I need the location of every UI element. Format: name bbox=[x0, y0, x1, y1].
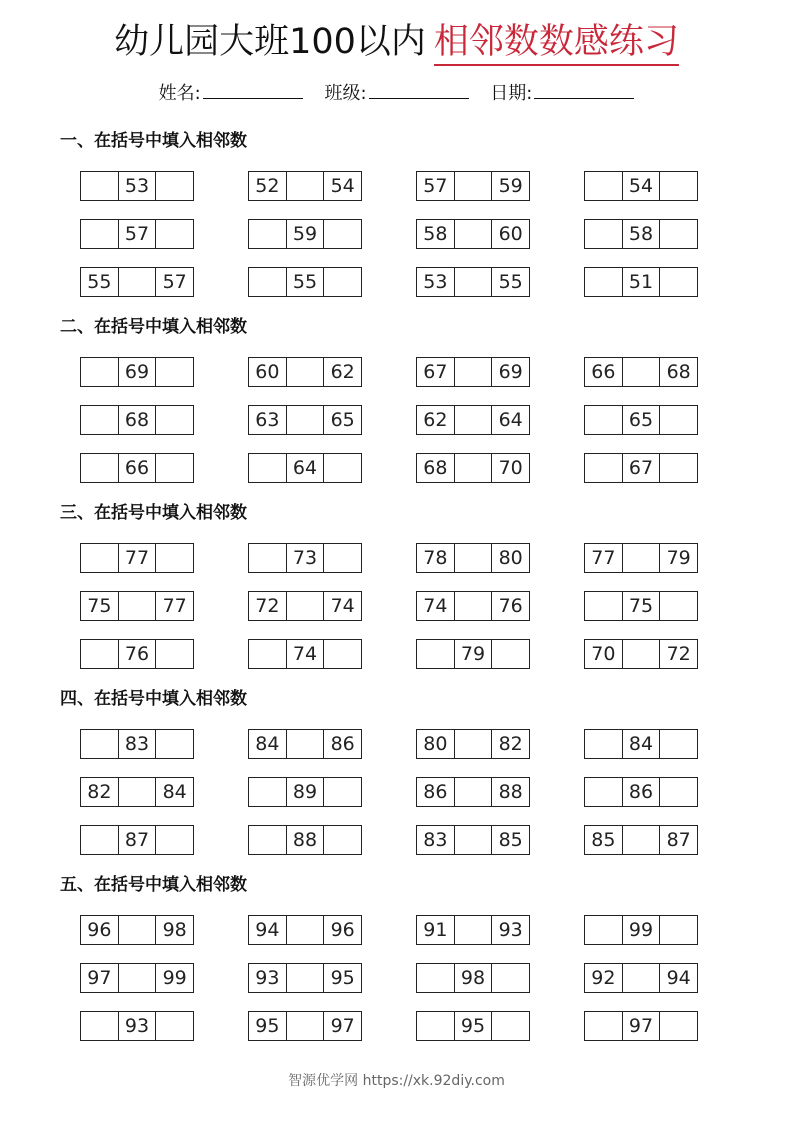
answer-box[interactable] bbox=[81, 640, 118, 668]
given-number: 53 bbox=[423, 271, 448, 293]
given-number: 58 bbox=[622, 220, 660, 248]
number-triplet bbox=[248, 963, 362, 993]
answer-box[interactable] bbox=[286, 964, 324, 992]
given-number: 55 bbox=[87, 271, 112, 293]
number-triplet bbox=[416, 453, 530, 483]
answer-box[interactable] bbox=[118, 964, 156, 992]
answer-box[interactable] bbox=[659, 916, 697, 944]
answer-box[interactable] bbox=[454, 916, 492, 944]
student-info-fields bbox=[0, 80, 793, 107]
given-number: 95 bbox=[255, 1015, 280, 1037]
number-triplet bbox=[416, 171, 530, 201]
given-number: 57 bbox=[155, 268, 193, 296]
given-number: 74 bbox=[423, 595, 448, 617]
answer-box[interactable] bbox=[585, 916, 622, 944]
number-triplet bbox=[584, 1011, 698, 1041]
number-triplet bbox=[248, 1011, 362, 1041]
answer-box[interactable] bbox=[155, 454, 193, 482]
given-number: 93 bbox=[118, 1012, 156, 1040]
number-triplet bbox=[80, 1011, 194, 1041]
given-number: 77 bbox=[591, 547, 616, 569]
answer-box[interactable] bbox=[81, 544, 118, 572]
given-number: 94 bbox=[659, 964, 697, 992]
number-triplet bbox=[416, 267, 530, 297]
given-number: 79 bbox=[454, 640, 492, 668]
answer-box[interactable] bbox=[454, 778, 492, 806]
number-triplet bbox=[416, 219, 530, 249]
answer-box[interactable] bbox=[491, 640, 529, 668]
number-triplet bbox=[584, 219, 698, 249]
given-number: 87 bbox=[118, 826, 156, 854]
title-highlight: 相邻数数感练习 bbox=[434, 22, 679, 66]
given-number: 64 bbox=[491, 406, 529, 434]
answer-box[interactable] bbox=[417, 964, 454, 992]
number-triplet bbox=[248, 915, 362, 945]
answer-box[interactable] bbox=[249, 544, 286, 572]
number-triplet bbox=[248, 825, 362, 855]
number-triplet bbox=[80, 543, 194, 573]
given-number: 83 bbox=[423, 829, 448, 851]
number-triplet bbox=[80, 171, 194, 201]
exercise-row bbox=[0, 825, 793, 857]
given-number: 83 bbox=[118, 730, 156, 758]
number-triplet bbox=[80, 405, 194, 435]
exercise-row bbox=[0, 915, 793, 947]
answer-box[interactable] bbox=[81, 220, 118, 248]
name-field[interactable] bbox=[159, 80, 303, 107]
answer-box[interactable] bbox=[622, 826, 660, 854]
given-number: 98 bbox=[155, 916, 193, 944]
answer-box[interactable] bbox=[155, 826, 193, 854]
answer-box[interactable] bbox=[622, 964, 660, 992]
number-triplet bbox=[248, 777, 362, 807]
answer-box[interactable] bbox=[286, 406, 324, 434]
given-number: 86 bbox=[423, 781, 448, 803]
answer-box[interactable] bbox=[622, 640, 660, 668]
section-title: 四、在括号中填入相邻数 bbox=[60, 689, 247, 709]
number-triplet bbox=[80, 963, 194, 993]
answer-box[interactable] bbox=[286, 358, 324, 386]
given-number: 85 bbox=[491, 826, 529, 854]
class-blank[interactable] bbox=[369, 80, 469, 99]
answer-box[interactable] bbox=[323, 220, 361, 248]
number-triplet bbox=[80, 453, 194, 483]
answer-box[interactable] bbox=[585, 730, 622, 758]
number-triplet bbox=[248, 405, 362, 435]
answer-box[interactable] bbox=[118, 778, 156, 806]
given-number: 60 bbox=[491, 220, 529, 248]
number-triplet bbox=[80, 825, 194, 855]
exercise-row bbox=[0, 639, 793, 671]
answer-box[interactable] bbox=[454, 358, 492, 386]
answer-box[interactable] bbox=[118, 268, 156, 296]
number-triplet bbox=[80, 639, 194, 669]
number-triplet bbox=[248, 591, 362, 621]
given-number: 77 bbox=[155, 592, 193, 620]
given-number: 80 bbox=[491, 544, 529, 572]
number-triplet bbox=[584, 171, 698, 201]
answer-box[interactable] bbox=[81, 406, 118, 434]
answer-box[interactable] bbox=[323, 268, 361, 296]
given-number: 65 bbox=[323, 406, 361, 434]
given-number: 59 bbox=[491, 172, 529, 200]
answer-box[interactable] bbox=[155, 1012, 193, 1040]
given-number: 84 bbox=[622, 730, 660, 758]
given-number: 62 bbox=[423, 409, 448, 431]
given-number: 68 bbox=[659, 358, 697, 386]
number-triplet bbox=[584, 639, 698, 669]
number-triplet bbox=[584, 729, 698, 759]
given-number: 97 bbox=[622, 1012, 660, 1040]
answer-box[interactable] bbox=[81, 454, 118, 482]
answer-box[interactable] bbox=[286, 172, 324, 200]
given-number: 58 bbox=[423, 223, 448, 245]
given-number: 79 bbox=[659, 544, 697, 572]
given-number: 84 bbox=[155, 778, 193, 806]
date-field[interactable] bbox=[490, 80, 634, 107]
given-number: 52 bbox=[255, 175, 280, 197]
number-triplet bbox=[416, 963, 530, 993]
number-triplet bbox=[248, 543, 362, 573]
given-number: 54 bbox=[323, 172, 361, 200]
page-title bbox=[0, 18, 793, 66]
given-number: 51 bbox=[622, 268, 660, 296]
answer-box[interactable] bbox=[622, 544, 660, 572]
number-triplet bbox=[584, 915, 698, 945]
exercise-row bbox=[0, 591, 793, 623]
exercise-row bbox=[0, 453, 793, 485]
given-number: 76 bbox=[491, 592, 529, 620]
given-number: 67 bbox=[423, 361, 448, 383]
date-blank[interactable] bbox=[534, 80, 634, 99]
number-triplet bbox=[248, 453, 362, 483]
answer-box[interactable] bbox=[155, 172, 193, 200]
answer-box[interactable] bbox=[659, 172, 697, 200]
section-title: 三、在括号中填入相邻数 bbox=[60, 503, 247, 523]
given-number: 86 bbox=[622, 778, 660, 806]
number-triplet bbox=[248, 639, 362, 669]
given-number: 73 bbox=[286, 544, 324, 572]
answer-box[interactable] bbox=[323, 778, 361, 806]
given-number: 75 bbox=[87, 595, 112, 617]
given-number: 76 bbox=[118, 640, 156, 668]
answer-box[interactable] bbox=[249, 220, 286, 248]
given-number: 59 bbox=[286, 220, 324, 248]
answer-box[interactable] bbox=[286, 730, 324, 758]
exercise-row bbox=[0, 1011, 793, 1043]
answer-box[interactable] bbox=[659, 730, 697, 758]
exercise-row bbox=[0, 171, 793, 203]
given-number: 68 bbox=[423, 457, 448, 479]
date-label: 日期: bbox=[490, 83, 533, 104]
exercise-row bbox=[0, 357, 793, 389]
number-triplet bbox=[248, 219, 362, 249]
answer-box[interactable] bbox=[659, 220, 697, 248]
answer-box[interactable] bbox=[81, 730, 118, 758]
number-triplet bbox=[416, 543, 530, 573]
answer-box[interactable] bbox=[585, 406, 622, 434]
class-label: 班级: bbox=[324, 83, 367, 104]
given-number: 78 bbox=[423, 547, 448, 569]
answer-box[interactable] bbox=[323, 826, 361, 854]
number-triplet bbox=[416, 825, 530, 855]
given-number: 94 bbox=[255, 919, 280, 941]
given-number: 96 bbox=[87, 919, 112, 941]
exercise-row bbox=[0, 405, 793, 437]
answer-box[interactable] bbox=[417, 640, 454, 668]
given-number: 72 bbox=[659, 640, 697, 668]
answer-box[interactable] bbox=[286, 592, 324, 620]
given-number: 86 bbox=[323, 730, 361, 758]
answer-box[interactable] bbox=[155, 640, 193, 668]
name-label: 姓名: bbox=[158, 83, 201, 104]
given-number: 98 bbox=[454, 964, 492, 992]
number-triplet bbox=[416, 1011, 530, 1041]
answer-box[interactable] bbox=[155, 220, 193, 248]
number-triplet bbox=[248, 267, 362, 297]
answer-box[interactable] bbox=[659, 778, 697, 806]
given-number: 74 bbox=[286, 640, 324, 668]
number-triplet bbox=[80, 729, 194, 759]
title-main: 幼儿园大班100以内 bbox=[114, 22, 426, 62]
answer-box[interactable] bbox=[585, 268, 622, 296]
answer-box[interactable] bbox=[454, 826, 492, 854]
answer-box[interactable] bbox=[585, 454, 622, 482]
answer-box[interactable] bbox=[659, 268, 697, 296]
given-number: 65 bbox=[622, 406, 660, 434]
answer-box[interactable] bbox=[585, 1012, 622, 1040]
answer-box[interactable] bbox=[249, 826, 286, 854]
section-title: 二、在括号中填入相邻数 bbox=[60, 317, 247, 337]
number-triplet bbox=[248, 171, 362, 201]
exercise-row bbox=[0, 729, 793, 761]
answer-box[interactable] bbox=[454, 544, 492, 572]
given-number: 72 bbox=[255, 595, 280, 617]
answer-box[interactable] bbox=[286, 1012, 324, 1040]
given-number: 66 bbox=[118, 454, 156, 482]
answer-box[interactable] bbox=[249, 268, 286, 296]
number-triplet bbox=[584, 777, 698, 807]
given-number: 54 bbox=[622, 172, 660, 200]
number-triplet bbox=[584, 357, 698, 387]
section-title: 五、在括号中填入相邻数 bbox=[60, 875, 247, 895]
exercise-row bbox=[0, 219, 793, 251]
answer-box[interactable] bbox=[249, 454, 286, 482]
answer-box[interactable] bbox=[323, 640, 361, 668]
answer-box[interactable] bbox=[659, 592, 697, 620]
given-number: 93 bbox=[255, 967, 280, 989]
given-number: 96 bbox=[323, 916, 361, 944]
exercise-row bbox=[0, 267, 793, 299]
answer-box[interactable] bbox=[454, 172, 492, 200]
given-number: 82 bbox=[87, 781, 112, 803]
answer-box[interactable] bbox=[659, 1012, 697, 1040]
given-number: 80 bbox=[423, 733, 448, 755]
given-number: 69 bbox=[118, 358, 156, 386]
given-number: 87 bbox=[659, 826, 697, 854]
answer-box[interactable] bbox=[81, 172, 118, 200]
answer-box[interactable] bbox=[81, 826, 118, 854]
answer-box[interactable] bbox=[323, 454, 361, 482]
answer-box[interactable] bbox=[454, 220, 492, 248]
answer-box[interactable] bbox=[585, 592, 622, 620]
given-number: 57 bbox=[423, 175, 448, 197]
answer-box[interactable] bbox=[454, 592, 492, 620]
given-number: 74 bbox=[323, 592, 361, 620]
given-number: 64 bbox=[286, 454, 324, 482]
answer-box[interactable] bbox=[417, 1012, 454, 1040]
given-number: 63 bbox=[255, 409, 280, 431]
class-field[interactable] bbox=[324, 80, 468, 107]
given-number: 62 bbox=[323, 358, 361, 386]
given-number: 77 bbox=[118, 544, 156, 572]
footer-watermark: 智源优学网 https://xk.92diy.com bbox=[288, 1073, 505, 1089]
given-number: 85 bbox=[591, 829, 616, 851]
number-triplet bbox=[584, 405, 698, 435]
answer-box[interactable] bbox=[454, 406, 492, 434]
number-triplet bbox=[416, 405, 530, 435]
given-number: 67 bbox=[622, 454, 660, 482]
answer-box[interactable] bbox=[81, 1012, 118, 1040]
given-number: 97 bbox=[87, 967, 112, 989]
given-number: 55 bbox=[286, 268, 324, 296]
answer-box[interactable] bbox=[491, 964, 529, 992]
given-number: 82 bbox=[491, 730, 529, 758]
answer-box[interactable] bbox=[286, 916, 324, 944]
answer-box[interactable] bbox=[249, 778, 286, 806]
given-number: 68 bbox=[118, 406, 156, 434]
given-number: 60 bbox=[255, 361, 280, 383]
given-number: 70 bbox=[491, 454, 529, 482]
answer-box[interactable] bbox=[585, 778, 622, 806]
given-number: 91 bbox=[423, 919, 448, 941]
given-number: 69 bbox=[491, 358, 529, 386]
given-number: 55 bbox=[491, 268, 529, 296]
given-number: 53 bbox=[118, 172, 156, 200]
given-number: 97 bbox=[323, 1012, 361, 1040]
number-triplet bbox=[416, 639, 530, 669]
given-number: 99 bbox=[155, 964, 193, 992]
answer-box[interactable] bbox=[323, 544, 361, 572]
answer-box[interactable] bbox=[118, 592, 156, 620]
given-number: 95 bbox=[454, 1012, 492, 1040]
answer-box[interactable] bbox=[118, 916, 156, 944]
answer-box[interactable] bbox=[155, 730, 193, 758]
given-number: 75 bbox=[622, 592, 660, 620]
number-triplet bbox=[416, 357, 530, 387]
number-triplet bbox=[584, 825, 698, 855]
answer-box[interactable] bbox=[585, 220, 622, 248]
given-number: 95 bbox=[323, 964, 361, 992]
given-number: 84 bbox=[255, 733, 280, 755]
number-triplet bbox=[584, 267, 698, 297]
number-triplet bbox=[248, 729, 362, 759]
number-triplet bbox=[80, 777, 194, 807]
answer-box[interactable] bbox=[491, 1012, 529, 1040]
number-triplet bbox=[416, 591, 530, 621]
answer-box[interactable] bbox=[659, 406, 697, 434]
given-number: 88 bbox=[491, 778, 529, 806]
name-blank[interactable] bbox=[203, 80, 303, 99]
answer-box[interactable] bbox=[155, 406, 193, 434]
answer-box[interactable] bbox=[659, 454, 697, 482]
number-triplet bbox=[80, 267, 194, 297]
exercise-row bbox=[0, 963, 793, 995]
number-triplet bbox=[80, 915, 194, 945]
number-triplet bbox=[584, 963, 698, 993]
given-number: 66 bbox=[591, 361, 616, 383]
answer-box[interactable] bbox=[155, 358, 193, 386]
given-number: 89 bbox=[286, 778, 324, 806]
answer-box[interactable] bbox=[81, 358, 118, 386]
given-number: 93 bbox=[491, 916, 529, 944]
exercise-row bbox=[0, 543, 793, 575]
answer-box[interactable] bbox=[249, 640, 286, 668]
section-title: 一、在括号中填入相邻数 bbox=[60, 131, 247, 151]
number-triplet bbox=[584, 453, 698, 483]
number-triplet bbox=[416, 729, 530, 759]
answer-box[interactable] bbox=[454, 268, 492, 296]
answer-box[interactable] bbox=[454, 730, 492, 758]
given-number: 88 bbox=[286, 826, 324, 854]
given-number: 70 bbox=[591, 643, 616, 665]
number-triplet bbox=[80, 591, 194, 621]
number-triplet bbox=[416, 777, 530, 807]
number-triplet bbox=[416, 915, 530, 945]
number-triplet bbox=[584, 543, 698, 573]
given-number: 57 bbox=[118, 220, 156, 248]
answer-box[interactable] bbox=[454, 454, 492, 482]
number-triplet bbox=[248, 357, 362, 387]
given-number: 99 bbox=[622, 916, 660, 944]
given-number: 92 bbox=[591, 967, 616, 989]
answer-box[interactable] bbox=[155, 544, 193, 572]
answer-box[interactable] bbox=[585, 172, 622, 200]
exercise-row bbox=[0, 777, 793, 809]
number-triplet bbox=[80, 219, 194, 249]
answer-box[interactable] bbox=[622, 358, 660, 386]
number-triplet bbox=[80, 357, 194, 387]
number-triplet bbox=[584, 591, 698, 621]
